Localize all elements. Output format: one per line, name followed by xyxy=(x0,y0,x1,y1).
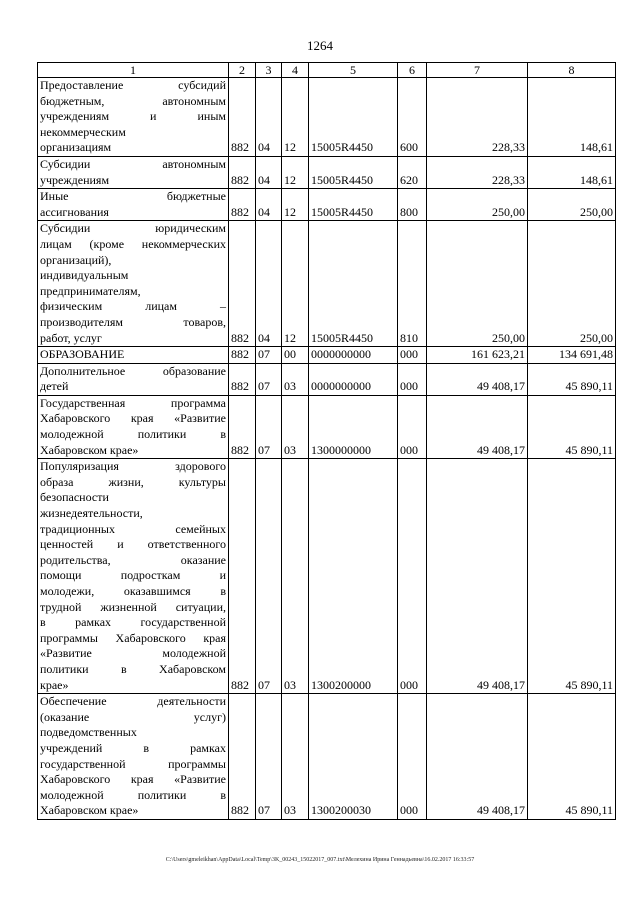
table-row xyxy=(38,78,616,157)
cell-pr: 12 xyxy=(282,78,309,157)
row-name-line: Государственная программа xyxy=(40,395,226,410)
cell-amount1: 250,00 xyxy=(427,221,528,347)
row-name-line: политики в Хабаровском xyxy=(40,661,226,676)
cell-vr: 000 xyxy=(398,363,427,395)
cell-csr: 15005R4450 xyxy=(309,221,398,347)
cell-pr: 12 xyxy=(282,189,309,221)
cell-amount1: 49 408,17 xyxy=(427,395,528,458)
row-name-line: трудной жизненной ситуации, xyxy=(40,599,226,614)
file-path-footer: C:\Users\gmeleikhan\AppData\Local\Temp\3K_00243_15022017_007.txt\Мелехина Ирина Геннадьевна\16.02.2017 16:33:57 xyxy=(165,857,475,863)
row-name-line: жизнедеятельности, xyxy=(40,506,143,521)
row-name-line: Предоставление субсидий xyxy=(40,78,226,92)
cell-rz: 07 xyxy=(256,459,282,694)
table-row xyxy=(38,363,616,395)
cell-vr: 810 xyxy=(398,221,427,347)
row-name-line: Субсидии автономным xyxy=(40,156,226,171)
row-name-line: государственной программы xyxy=(40,756,226,771)
row-name xyxy=(38,156,229,188)
row-name-line: Обеспечение деятельности xyxy=(40,694,226,709)
table-row xyxy=(38,156,616,188)
cell-vr: 600 xyxy=(398,78,427,157)
cell-amount2: 45 890,11 xyxy=(528,459,616,694)
col-header: 6 xyxy=(398,63,427,78)
row-name-line: помощи подросткам и xyxy=(40,568,226,583)
row-name-line: Хабаровском крае» xyxy=(40,803,139,818)
row-name-line: работ, услуг xyxy=(40,330,102,345)
row-name-line: учреждений в рамках xyxy=(40,740,226,755)
cell-amount1: 161 623,21 xyxy=(427,347,528,364)
cell-amount1: 228,33 xyxy=(427,156,528,188)
row-name-line: предпринимателям, xyxy=(40,283,141,298)
cell-amount1: 250,00 xyxy=(427,189,528,221)
row-name xyxy=(38,78,229,157)
table-row xyxy=(38,189,616,221)
header-row xyxy=(38,63,616,78)
cell-rz: 04 xyxy=(256,78,282,157)
cell-grbs: 882 xyxy=(229,694,256,820)
row-name-line: молодежной политики в xyxy=(40,427,226,442)
cell-grbs: 882 xyxy=(229,459,256,694)
cell-rz: 07 xyxy=(256,347,282,364)
row-name-line: крае» xyxy=(40,677,69,692)
col-header: 7 xyxy=(427,63,528,78)
cell-rz: 04 xyxy=(256,156,282,188)
cell-pr: 03 xyxy=(282,459,309,694)
row-name-line: учреждениям xyxy=(40,172,110,187)
cell-amount2: 250,00 xyxy=(528,221,616,347)
cell-grbs: 882 xyxy=(229,78,256,157)
cell-vr: 000 xyxy=(398,694,427,820)
cell-pr: 03 xyxy=(282,395,309,458)
cell-rz: 07 xyxy=(256,363,282,395)
row-name-line: «Развитие молодежной xyxy=(40,646,226,661)
col-header: 4 xyxy=(282,63,309,78)
row-name-line: программы Хабаровского края xyxy=(40,630,226,645)
table-row xyxy=(38,395,616,458)
row-name-line: подведомственных xyxy=(40,725,137,740)
cell-csr: 1300200000 xyxy=(309,459,398,694)
row-name xyxy=(38,189,229,221)
cell-pr: 03 xyxy=(282,363,309,395)
row-name-line: (оказание услуг) xyxy=(40,709,226,724)
row-name-line: детей xyxy=(40,379,69,394)
row-name-line: Дополнительное образование xyxy=(40,363,226,378)
cell-grbs: 882 xyxy=(229,189,256,221)
cell-amount1: 49 408,17 xyxy=(427,363,528,395)
row-name-line: молодежи, оказавшимся в xyxy=(40,584,226,598)
cell-vr: 800 xyxy=(398,189,427,221)
row-name-line: ценностей и ответственного xyxy=(40,537,226,552)
table-row xyxy=(38,459,616,694)
row-name-line: традиционных семейных xyxy=(40,521,226,536)
row-name-line: производителям товаров, xyxy=(40,314,226,329)
row-name-line: молодежной политики в xyxy=(40,787,226,802)
cell-rz: 04 xyxy=(256,221,282,347)
page-number: 1264 xyxy=(307,38,333,53)
cell-grbs: 882 xyxy=(229,395,256,458)
budget-table xyxy=(37,62,616,820)
cell-csr: 15005R4450 xyxy=(309,156,398,188)
row-name-line: учреждениям и иным xyxy=(40,109,226,124)
cell-amount1: 49 408,17 xyxy=(427,459,528,694)
table-row xyxy=(38,347,616,364)
row-name-line: образа жизни, культуры xyxy=(40,474,226,489)
row-name-line: Популяризация здорового xyxy=(40,459,226,474)
cell-grbs: 882 xyxy=(229,221,256,347)
cell-amount2: 45 890,11 xyxy=(528,363,616,395)
cell-csr: 15005R4450 xyxy=(309,78,398,157)
row-name-line: некоммерческим xyxy=(40,124,126,139)
cell-pr: 12 xyxy=(282,156,309,188)
cell-grbs: 882 xyxy=(229,347,256,364)
col-header: 3 xyxy=(256,63,282,78)
row-name-line: организациям xyxy=(40,140,112,155)
cell-grbs: 882 xyxy=(229,363,256,395)
row-name xyxy=(38,221,229,347)
row-name-line: лицам (кроме некоммерческих xyxy=(40,236,226,251)
cell-csr: 0000000000 xyxy=(309,347,398,364)
row-name-line: бюджетным, автономным xyxy=(40,93,226,108)
row-name-line: Субсидии юридическим xyxy=(40,221,226,236)
cell-pr: 12 xyxy=(282,221,309,347)
cell-pr: 00 xyxy=(282,347,309,364)
col-header: 1 xyxy=(38,63,229,78)
cell-vr: 000 xyxy=(398,459,427,694)
cell-amount1: 228,33 xyxy=(427,78,528,157)
row-name-line: Хабаровского края «Развитие xyxy=(40,411,226,426)
table-row xyxy=(38,694,616,820)
col-header: 5 xyxy=(309,63,398,78)
row-name-line: физическим лицам – xyxy=(40,299,226,314)
cell-amount2: 45 890,11 xyxy=(528,395,616,458)
row-name xyxy=(38,347,229,364)
cell-csr: 15005R4450 xyxy=(309,189,398,221)
row-name-line: Иные бюджетные xyxy=(40,189,226,204)
cell-csr: 1300000000 xyxy=(309,395,398,458)
row-name-line: индивидуальным xyxy=(40,268,129,283)
cell-amount1: 49 408,17 xyxy=(427,694,528,820)
row-name-line: безопасности xyxy=(40,490,109,505)
row-name xyxy=(38,395,229,458)
cell-rz: 04 xyxy=(256,189,282,221)
row-name-line: ОБРАЗОВАНИЕ xyxy=(40,347,125,362)
row-name-line: Хабаровского края «Развитие xyxy=(40,772,226,787)
col-header: 8 xyxy=(528,63,616,78)
row-name-line: в рамках государственной xyxy=(40,615,226,630)
cell-rz: 07 xyxy=(256,694,282,820)
cell-rz: 07 xyxy=(256,395,282,458)
cell-csr: 1300200030 xyxy=(309,694,398,820)
cell-vr: 000 xyxy=(398,347,427,364)
row-name-line: организаций), xyxy=(40,252,112,267)
table-row xyxy=(38,221,616,347)
cell-csr: 0000000000 xyxy=(309,363,398,395)
cell-amount2: 250,00 xyxy=(528,189,616,221)
row-name-line: ассигнования xyxy=(40,204,109,219)
row-name xyxy=(38,459,229,694)
row-name-line: родительства, оказание xyxy=(40,552,226,567)
cell-pr: 03 xyxy=(282,694,309,820)
cell-vr: 000 xyxy=(398,395,427,458)
cell-amount2: 45 890,11 xyxy=(528,694,616,820)
cell-grbs: 882 xyxy=(229,156,256,188)
cell-vr: 620 xyxy=(398,156,427,188)
cell-amount2: 148,61 xyxy=(528,78,616,157)
cell-amount2: 148,61 xyxy=(528,156,616,188)
row-name-line: Хабаровском крае» xyxy=(40,442,139,457)
cell-amount2: 134 691,48 xyxy=(528,347,616,364)
row-name xyxy=(38,363,229,395)
row-name xyxy=(38,694,229,820)
col-header: 2 xyxy=(229,63,256,78)
